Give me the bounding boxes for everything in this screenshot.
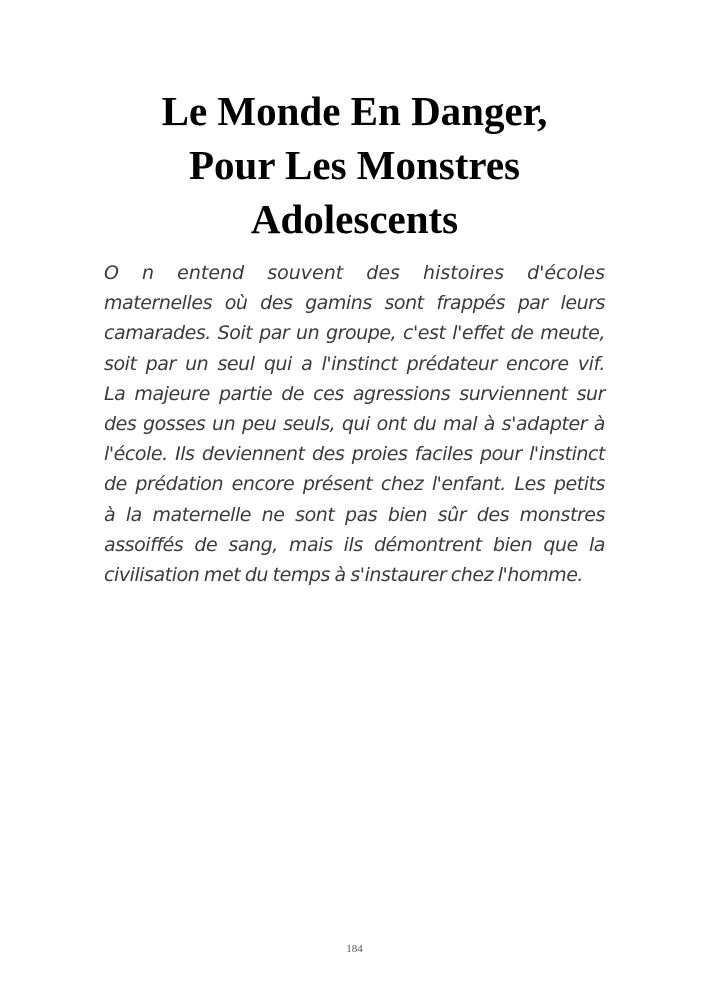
paragraph-line: à la maternelle ne sont pas bien sûr des monstres bbox=[104, 503, 605, 526]
body-paragraph bbox=[104, 258, 605, 590]
chapter-title-line: Adolescents bbox=[250, 196, 459, 242]
paragraph-line: civilisation met du temps à s'instaurer chez l'homme. bbox=[104, 564, 584, 587]
paragraph-line: maternelles où des gamins sont frappés par leurs bbox=[104, 292, 605, 315]
paragraph-line: l'école. Ils deviennent des proies faciles pour l'instinct bbox=[104, 443, 605, 466]
chapter-title bbox=[104, 84, 605, 246]
paragraph-line: camarades. Soit par un groupe, c'est l'effet de meute, bbox=[104, 322, 605, 345]
paragraph-line: assoiffés de sang, mais ils démontrent bien que la bbox=[104, 533, 605, 556]
paragraph-line: La majeure partie de ces agressions surviennent sur bbox=[104, 382, 605, 405]
paragraph-line: des gosses un peu seuls, qui ont du mal à s'adapter à bbox=[104, 413, 605, 436]
paragraph-line: soit par un seul qui a l'instinct prédateur encore vif. bbox=[104, 352, 605, 375]
paragraph-line: O n entend souvent des histoires d'écoles bbox=[104, 262, 605, 284]
chapter-title-line: Pour Les Monstres bbox=[188, 142, 521, 188]
page-number: 184 bbox=[346, 943, 363, 955]
chapter-title-line: Le Monde En Danger, bbox=[161, 88, 548, 134]
paragraph-line: de prédation encore présent chez l'enfant. Les petits bbox=[104, 473, 605, 496]
